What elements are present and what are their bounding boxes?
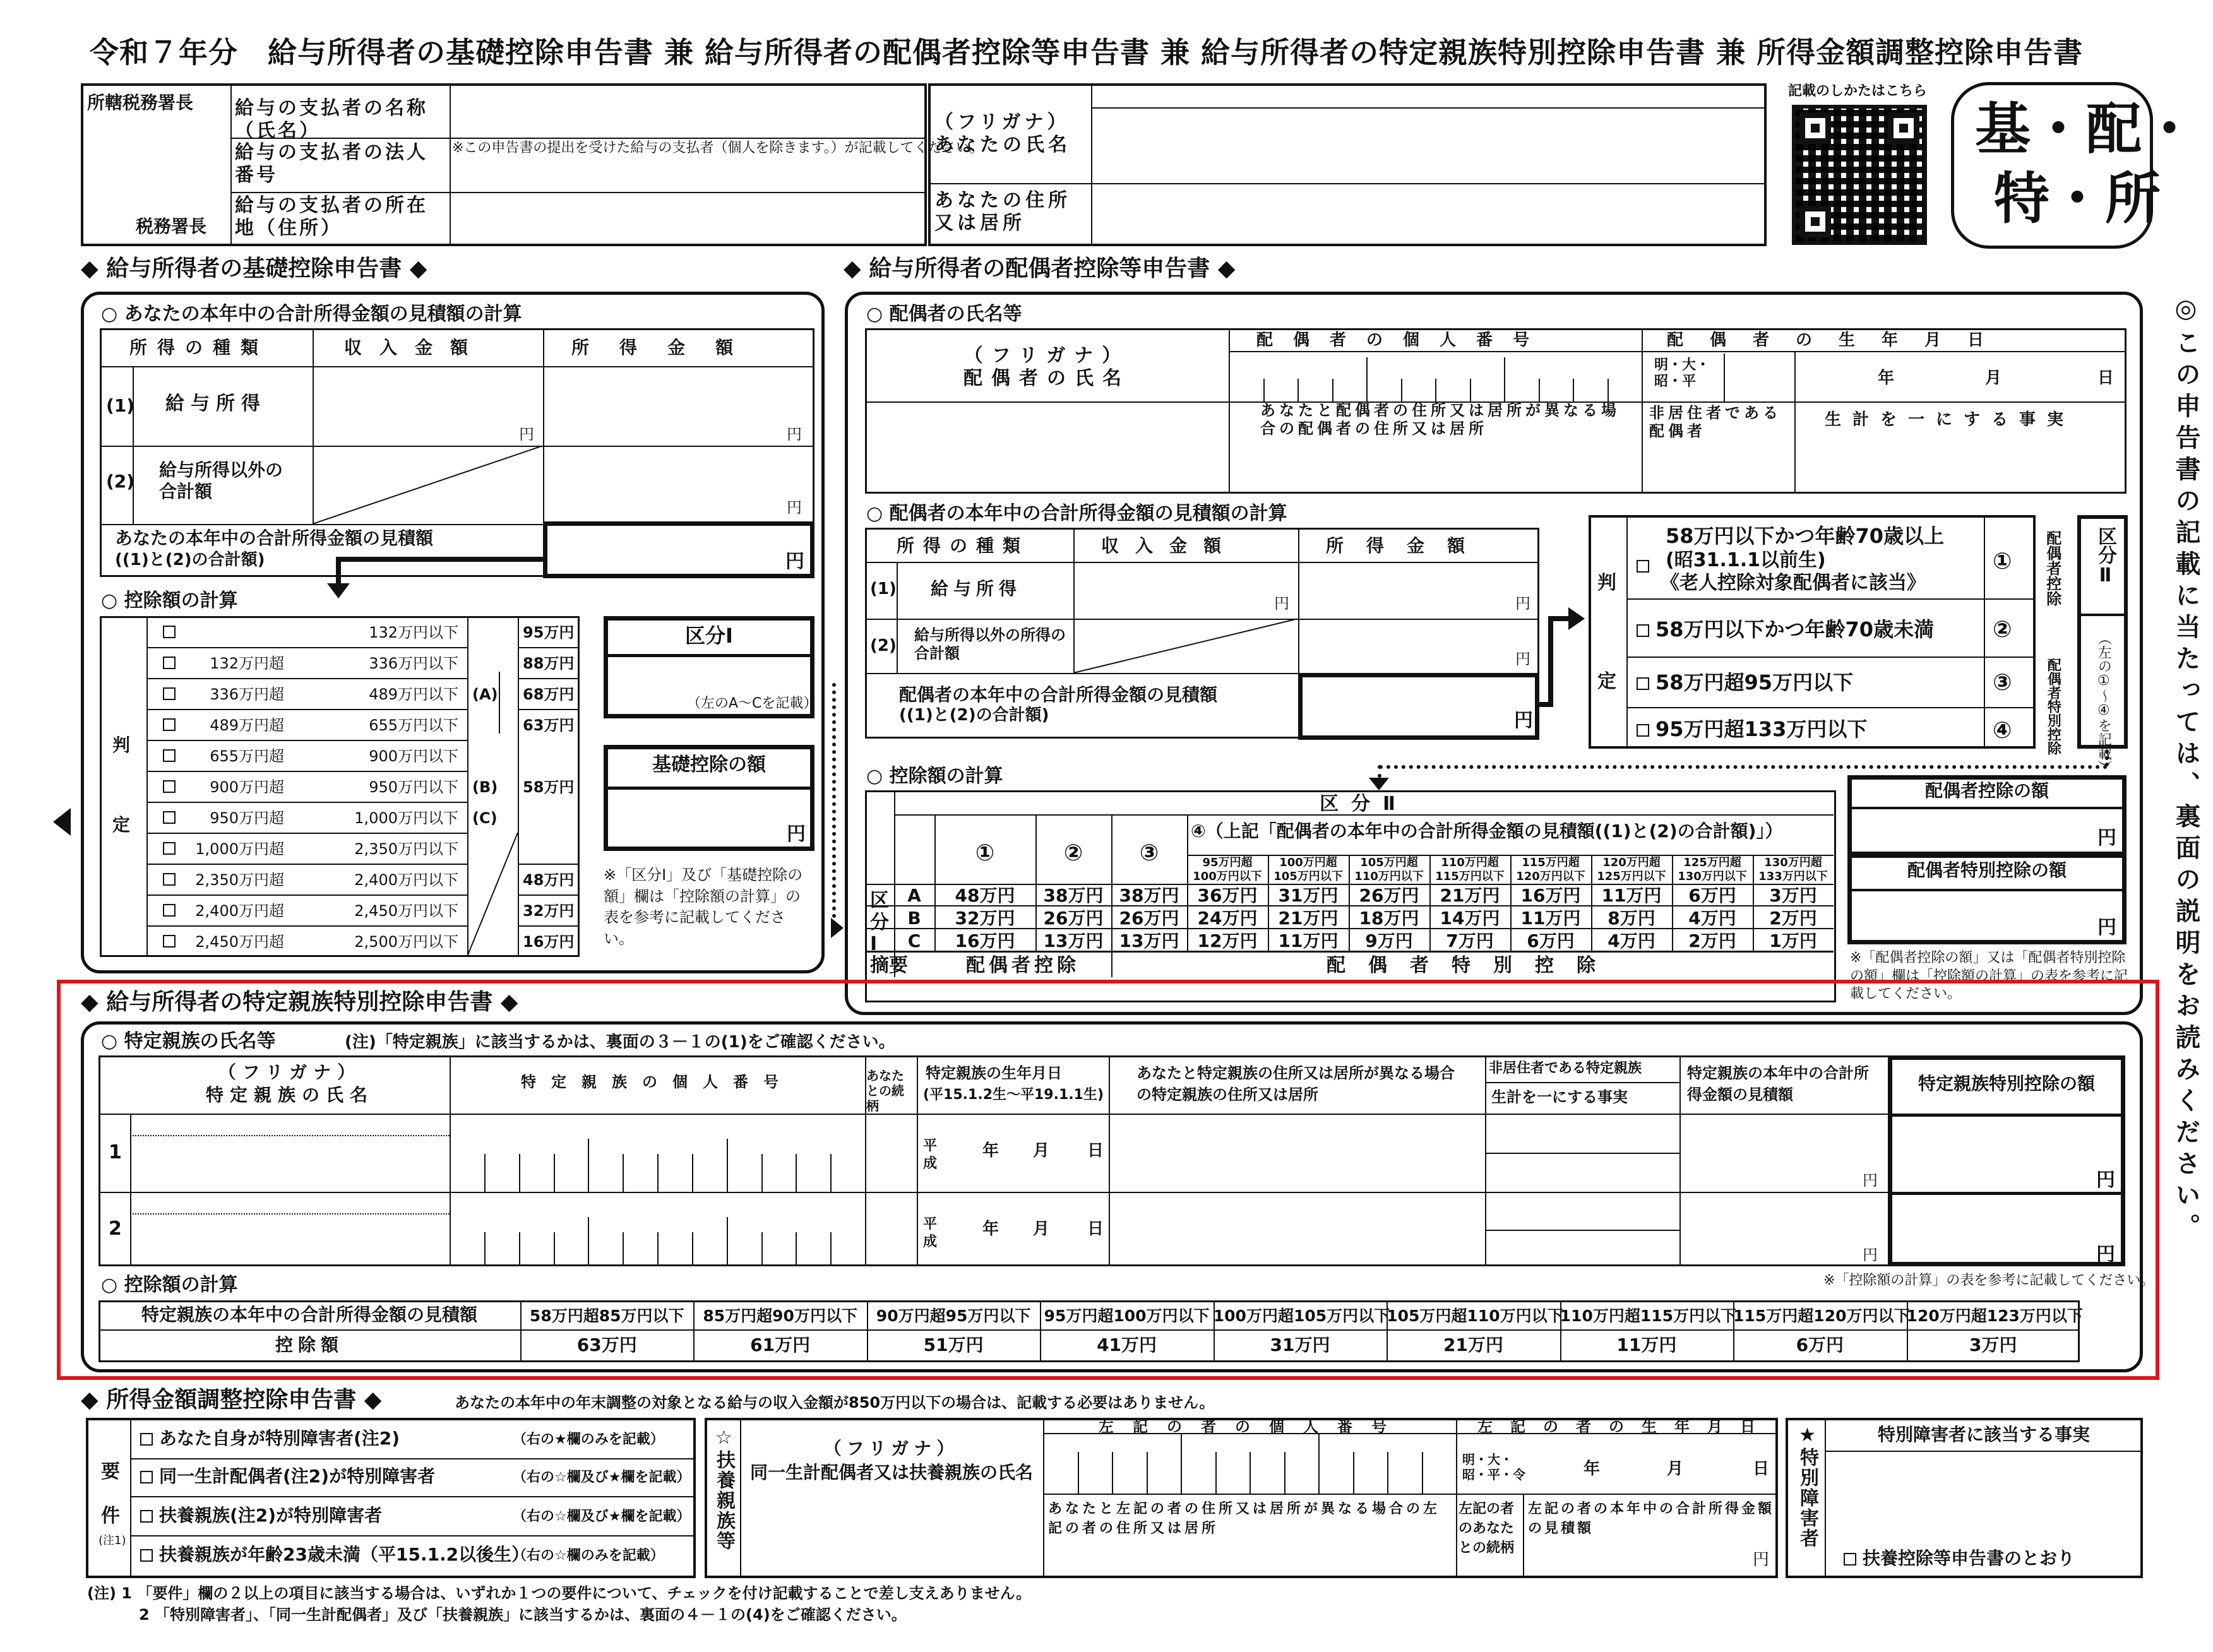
month-label: 月: [1033, 1141, 1050, 1160]
col-type: 所得の種類: [129, 337, 269, 358]
row1-label: 給与所得: [931, 578, 1022, 599]
summary-spouse: 配偶者控除: [966, 954, 1080, 977]
spouse-deduct-cell: 13万円: [1119, 930, 1179, 951]
range-to: 105万円以下: [1274, 870, 1343, 883]
specific-calc-range: 115万円超120万円以下: [1733, 1307, 1910, 1325]
row1-no: (1): [106, 395, 135, 416]
specific-mynumber-label: 特定親族の個人番号: [521, 1073, 794, 1091]
side-special: 配偶者特別控除: [2045, 658, 2061, 755]
range-to: 115万円以下: [1435, 870, 1505, 883]
adjust-income-label: 左記の者の本年中の合計所得金額の見積額: [1528, 1501, 1775, 1536]
basic-row-to: 900万円以下: [369, 747, 458, 765]
col-income: 収入金額: [344, 337, 486, 358]
spouse-deduct-amount-label: 配偶者控除の額: [1924, 780, 2049, 801]
basic-row-checkbox[interactable]: [163, 934, 182, 948]
specific-name-field[interactable]: [133, 1138, 447, 1189]
spouse-deduct-cell: 7万円: [1446, 930, 1494, 951]
adjust-star-filled: ★特別障害者: [1796, 1424, 1818, 1548]
specific-calc-amount: 61万円: [750, 1334, 811, 1355]
judge-option-1-sub2: 《老人控除対象配偶者に該当》: [1661, 572, 1926, 594]
basic-row-checkbox[interactable]: [163, 903, 182, 917]
judge-option-3[interactable]: 58万円超95万円以下: [1637, 670, 1853, 694]
basic-row-to: 2,350万円以下: [354, 840, 458, 858]
arrow-right-icon: [831, 918, 844, 938]
day-label: 日: [1087, 1220, 1104, 1239]
spouse-deduct-cell: 4万円: [1688, 908, 1736, 929]
month-label: 月: [1985, 369, 2002, 388]
row2-no: (2): [870, 636, 897, 655]
arrow-line: [336, 557, 544, 562]
your-addr-label: あなたの住所又は居所: [934, 189, 1071, 234]
day-label: 日: [1753, 1459, 1770, 1478]
payer-corp-note: ※この申告書の提出を受けた給与の支払者（個人を除きます。）が記載してください。: [452, 140, 984, 156]
payer-name-label: 給与の支払者の名称（氏名）: [235, 97, 428, 142]
specific-furigana: （フリガナ）: [218, 1062, 362, 1083]
spouse-deduct-cell: 24万円: [1197, 908, 1258, 929]
specific-calc-range: 95万円超100万円以下: [1044, 1307, 1210, 1325]
diagonal-line: [313, 446, 543, 524]
spouse-total-label-2: ((1)と(2)の合計額): [899, 706, 1049, 725]
arrow-right-icon: [1568, 607, 1585, 630]
judge-option-1-sub1: (昭31.1.1以前生): [1666, 549, 1826, 571]
yen: 円: [1515, 595, 1530, 612]
basic-row-from: 2,400万円超: [195, 902, 284, 920]
specific-calc-range: 100万円超105万円以下: [1213, 1307, 1390, 1325]
basic-row-from: 2,450万円超: [195, 933, 284, 951]
basic-heading: ◆ 給与所得者の基礎控除申告書 ◆: [81, 256, 427, 282]
basic-total-label-2: ((1)と(2)の合計額): [115, 550, 265, 569]
spouse-mynumber-label: 配偶者の個人番号: [1256, 331, 1550, 350]
side-note: ◎この申告書の記載に当たっては、裏面の説明をお読みください。: [2171, 294, 2200, 1245]
arrow-down-icon: [1369, 778, 1389, 790]
spouse-birth-label: 配偶者の生年月日: [1667, 331, 2011, 350]
payer-corp-field[interactable]: [452, 158, 922, 191]
adjust-req-note: (注1): [98, 1534, 126, 1547]
basic-deduct-label: 基礎控除の額: [652, 754, 766, 776]
spouse-deduct-cell: 4万円: [1608, 930, 1655, 951]
diagonal-line: [1073, 619, 1298, 673]
basic-row-from: 2,350万円超: [195, 871, 284, 889]
basic-row-from: 900万円超: [210, 778, 284, 796]
basic-row-checkbox[interactable]: [163, 656, 182, 669]
adjust-req-label-1: 要: [101, 1461, 120, 1483]
basic-row-to: 1,000万円以下: [354, 809, 458, 827]
basic-row-checkbox[interactable]: [163, 811, 182, 824]
specific-calc-range: 58万円超85万円以下: [529, 1307, 684, 1325]
kubun2-col-num: ②: [1063, 840, 1083, 866]
specific-calc-range: 90万円超95万円以下: [876, 1307, 1031, 1325]
side-spouse: 配偶者控除: [2043, 530, 2061, 606]
spouse-deduct-cell: 6万円: [1688, 885, 1736, 906]
adjust-heading-note: あなたの本年中の年末調整の対象となる給与の収入金額が850万円以下の場合は、記載する必要はありません。: [455, 1394, 1215, 1411]
your-name-field[interactable]: [1095, 111, 1763, 181]
form-title: 令和７年分 給与所得者の基礎控除申告書 兼 給与所得者の配偶者控除等申告書 兼 給与所得者の特定親族特別控除申告書 兼 所得金額調整控除申告書: [90, 35, 2084, 69]
basic-row-amount: 32万円: [523, 902, 575, 920]
basic-row-group: (B): [472, 778, 498, 796]
specific-name-note: (注)「特定親族」に該当するかは、裏面の３－１の(1)をご確認ください。: [345, 1033, 895, 1052]
specific-addr-field[interactable]: [1111, 1194, 1482, 1264]
tax-office-suffix: 税務署長: [136, 216, 207, 237]
range-from: 100万円超: [1279, 856, 1337, 869]
basic-row-to: 2,450万円以下: [354, 902, 458, 920]
spouse-livelihood-label: 生計を一にする事実: [1825, 410, 2075, 429]
specific-calc-amount: 63万円: [576, 1334, 637, 1355]
specific-calc-amount: 3万円: [1969, 1334, 2017, 1355]
spouse-deduct-cell: 38万円: [1043, 885, 1104, 906]
spouse-deduct-cell: 8万円: [1608, 908, 1655, 929]
basic-row-to: 489万円以下: [369, 686, 458, 703]
adjust-era-label: 明・大・昭・平・令: [1462, 1452, 1525, 1482]
spouse-deduct-cell: 11万円: [1278, 930, 1339, 951]
summary-special: 配偶者特別控除: [1327, 954, 1618, 977]
specific-calc-range: 85万円超90万円以下: [703, 1307, 857, 1325]
yen: 円: [1863, 1246, 1878, 1264]
spouse-deduct-cell: 11万円: [1520, 908, 1581, 929]
adjust-note-1: (注) 1 「要件」欄の２以上の項目に該当する場合は、いずれか１つの要件について、チェックを付け記載することで差し支えありません。: [87, 1584, 1032, 1602]
basic-row-to: 2,400万円以下: [354, 871, 458, 889]
range-to: 125万円以下: [1597, 870, 1666, 883]
adjust-mynumber-label: 左記の者の個人番号: [1099, 1418, 1405, 1435]
basic-row-group: (C): [472, 809, 498, 827]
judge-1: 判: [112, 735, 131, 756]
payer-addr-label: 給与の支払者の所在地（住所）: [235, 194, 428, 239]
specific-calc-amount: 6万円: [1796, 1334, 1844, 1355]
range-to: 110万円以下: [1354, 870, 1424, 883]
judge-option-2[interactable]: 58万円以下かつ年齢70歳未満: [1637, 617, 1934, 641]
spouse-deduct-cell: 11万円: [1601, 885, 1662, 906]
payer-corp-label: 給与の支払者の法人番号: [235, 141, 428, 186]
day-label: 日: [2097, 369, 2115, 388]
spouse-deduct-cell: 1万円: [1769, 930, 1817, 951]
basic-deduct-heading: ○ 控除額の計算: [101, 590, 238, 612]
spouse-deduct-cell: 13万円: [1043, 930, 1104, 951]
yen: 円: [787, 499, 802, 516]
range-to: 120万円以下: [1516, 870, 1585, 883]
col-income: 収入金額: [1101, 535, 1238, 556]
yen: 円: [1753, 1550, 1770, 1569]
spouse-deduct-cell: 26万円: [1359, 885, 1419, 906]
specific-row-no: 1: [109, 1141, 122, 1163]
spouse-calc-heading: ○ 配偶者の本年中の合計所得金額の見積額の計算: [866, 502, 1287, 525]
basic-calc-heading: ○ あなたの本年中の合計所得金額の見積額の計算: [101, 303, 522, 325]
basic-row-checkbox[interactable]: [163, 718, 182, 731]
yen: 円: [2097, 917, 2116, 939]
range-from: 115万円超: [1522, 856, 1580, 869]
specific-livelihood-label: 生計を一にする事実: [1491, 1088, 1628, 1106]
spouse-special-amount-label: 配偶者特別控除の額: [1907, 860, 2067, 881]
yen: 円: [785, 550, 804, 573]
yen: 円: [787, 425, 802, 443]
judge-option-4[interactable]: 95万円超133万円以下: [1637, 717, 1867, 741]
col-amount: 所得金額: [571, 337, 764, 358]
adjust-name-label: 同一生計配偶者又は扶養親族の氏名: [749, 1462, 1033, 1483]
yen: 円: [1515, 650, 1530, 668]
spouse-deduct-cell: 6万円: [1527, 930, 1575, 951]
kubun1-note: （左のA～Cを記載）: [687, 696, 818, 711]
basic-row-to: 655万円以下: [369, 716, 458, 734]
specific-nonres-label: 非居住者である特定親族: [1489, 1061, 1642, 1076]
spouse-name-field[interactable]: [868, 404, 1226, 491]
year-label: 年: [982, 1220, 999, 1239]
spouse-deduct-cell: 14万円: [1440, 908, 1500, 929]
specific-calc-amount: 21万円: [1443, 1334, 1503, 1355]
basic-row-to: 132万円以下: [369, 624, 458, 641]
spouse-deduct-cell: 3万円: [1769, 885, 1817, 906]
badge-line2: 特・所: [1994, 166, 2161, 231]
basic-row-from: 655万円超: [210, 747, 284, 765]
basic-row-amount: 68万円: [523, 686, 575, 703]
range-from: 130万円超: [1764, 856, 1822, 869]
spouse-deduct-cell: 36万円: [1197, 885, 1258, 906]
yen: 円: [2096, 1244, 2115, 1266]
spouse-heading: ◆ 給与所得者の配偶者控除等申告書 ◆: [844, 256, 1236, 282]
specific-note: ※「控除額の計算」の表を参考に記載してください。: [1823, 1273, 2155, 1288]
spouse-name-label: 配偶者の氏名: [963, 367, 1130, 389]
basic-row-amount: 88万円: [523, 655, 575, 672]
spouse-deduct-cell: 9万円: [1365, 930, 1413, 951]
specific-relation-label: あなたとの続柄: [866, 1068, 904, 1114]
range-from: 95万円超: [1202, 856, 1253, 869]
adjust-same-as[interactable]: 扶養控除等申告書のとおり: [1844, 1548, 2075, 1569]
yen: 円: [519, 425, 534, 443]
basic-row-checkbox[interactable]: [163, 780, 182, 793]
specific-name-field[interactable]: [133, 1216, 447, 1264]
adjust-star-open: ☆扶養親族等: [713, 1427, 735, 1551]
judge-option-1-text: 58万円以下かつ年齢70歳以上: [1666, 524, 1945, 548]
specific-calc-amount: 31万円: [1270, 1334, 1330, 1355]
specific-addr-field[interactable]: [1111, 1116, 1482, 1189]
spouse-deduct-cell: 16万円: [1520, 885, 1581, 906]
spouse-deduct-cell: 18万円: [1359, 908, 1419, 929]
basic-total-field[interactable]: [543, 521, 814, 578]
specific-name-label: 特定親族の氏名: [205, 1084, 374, 1105]
specific-calc-row1-label: 特定親族の本年中の合計所得金額の見積額: [141, 1304, 477, 1325]
spouse-deduct-cell: 2万円: [1688, 930, 1736, 951]
spouse-deduct-cell: 16万円: [955, 930, 1015, 951]
adjust-req-item[interactable]: 扶養親族(注2)が特別障害者: [140, 1505, 382, 1526]
judge-no-3: ③: [1993, 670, 2012, 696]
spouse-deduct-cell: 2万円: [1769, 908, 1817, 929]
qr-code[interactable]: [1792, 105, 1927, 245]
judge-2: 定: [112, 814, 131, 835]
arrow-line: [336, 557, 341, 586]
basic-row-from: 132万円超: [210, 655, 284, 672]
basic-row-checkbox[interactable]: [163, 749, 182, 762]
specific-birth-label: 特定親族の生年月日: [926, 1064, 1062, 1082]
row2-label: 給与所得以外の所得の合計額: [914, 626, 1066, 662]
specific-calc-amount: 51万円: [923, 1334, 984, 1355]
adjust-req-note: （右の☆欄及び★欄を記載）: [513, 1509, 691, 1524]
range-to: 100万円以下: [1193, 870, 1262, 883]
col-type: 所得の種類: [897, 535, 1030, 556]
kubun2-note: （左の①～④を記載）: [2096, 631, 2112, 774]
dotted-connector: [1379, 765, 2108, 769]
spouse-deduct-cell: 12万円: [1197, 930, 1258, 951]
basic-row-from: 489万円超: [210, 716, 284, 734]
judge-option-1[interactable]: [1637, 525, 1655, 548]
yen: 円: [1274, 595, 1289, 612]
spouse-deduct-heading: ○ 控除額の計算: [866, 765, 1003, 787]
month-label: 月: [1667, 1459, 1684, 1478]
specific-row-no: 2: [109, 1218, 122, 1240]
judge-2: 定: [1597, 670, 1616, 692]
spouse-deduct-cell: A: [907, 885, 921, 906]
specific-era: 平成: [923, 1138, 938, 1172]
spouse-note: ※「配偶者控除の額」又は「配偶者特別控除の額」欄は「控除額の計算」の表を参考に記載してください。: [1850, 950, 2128, 1002]
basic-row-to: 950万円以下: [369, 778, 458, 796]
basic-row-from: 336万円超: [210, 686, 284, 703]
spouse-era: 明・大・昭・平: [1654, 357, 1710, 390]
basic-row-amount: 48万円: [523, 871, 575, 889]
basic-row-amount: 16万円: [523, 933, 575, 951]
adjust-birth-label: 左記の者の生年月日: [1477, 1418, 1773, 1435]
basic-row-to: 336万円以下: [369, 655, 458, 672]
range-from: 125万円超: [1683, 856, 1741, 869]
specific-calc-amount: 41万円: [1097, 1334, 1157, 1355]
specific-calc-row2-label: 控除額: [275, 1334, 343, 1355]
badge-line1: 基・配・: [1975, 97, 2198, 162]
your-name-label: あなたの氏名: [934, 134, 1071, 156]
range-to: 130万円以下: [1678, 870, 1747, 883]
adjust-heading: ◆ 所得金額調整控除申告書 ◆: [81, 1387, 382, 1413]
spouse-addr-label: あなたと配偶者の住所又は居所が異なる場合の配偶者の住所又は居所: [1260, 401, 1620, 437]
judge-no-2: ②: [1993, 617, 2012, 643]
basic-note: ※「区分Ⅰ」及び「基礎控除の額」欄は「控除額の計算」の表を参考に記載してください。: [604, 866, 803, 948]
adjust-relation-label: 左記の者のあなたとの続柄: [1458, 1501, 1515, 1556]
yen: 円: [2096, 1169, 2115, 1191]
kubun1-label: 区分Ⅰ: [685, 624, 733, 648]
specific-birth-range: (平15.1.2生～平19.1.1生): [923, 1087, 1104, 1103]
kubun2-col-num: ③: [1139, 840, 1159, 866]
specific-calc-range: 105万円超110万円以下: [1387, 1307, 1563, 1325]
yen: 円: [1863, 1172, 1878, 1189]
left-marker-icon: [53, 808, 71, 836]
basic-row-amount: 63万円: [523, 716, 575, 734]
specific-addr-label: あなたと特定親族の住所又は居所が異なる場合の特定親族の住所又は居所: [1136, 1064, 1455, 1103]
spouse-deduct-cell: C: [907, 930, 921, 951]
your-addr-field[interactable]: [1095, 187, 1763, 244]
row1-label: 給与所得: [165, 393, 266, 415]
month-label: 月: [1033, 1220, 1050, 1239]
specific-calc-range: 120万円超123万円以下: [1906, 1307, 2083, 1325]
basic-row-checkbox[interactable]: [163, 687, 182, 700]
range-from: 105万円超: [1360, 856, 1418, 869]
year-label: 年: [1584, 1459, 1601, 1478]
yen: 円: [787, 823, 806, 845]
basic-row-from: 950万円超: [210, 809, 284, 827]
judge-1: 判: [1597, 572, 1616, 594]
year-label: 年: [982, 1141, 999, 1160]
summary-label: 摘要: [870, 954, 908, 977]
basic-row-checkbox[interactable]: [163, 841, 182, 855]
adjust-req-item[interactable]: あなた自身が特別障害者(注2): [140, 1428, 400, 1449]
payer-name-field[interactable]: [452, 86, 922, 136]
payer-addr-field[interactable]: [452, 194, 922, 244]
qr-caption: 記載のしかたはこちら: [1788, 83, 1928, 99]
adjust-disabled-fact: 特別障害者に該当する事実: [1877, 1424, 2090, 1445]
spouse-total-field[interactable]: [1298, 673, 1539, 740]
row2-label: 給与所得以外の合計額: [159, 460, 283, 502]
basic-row-checkbox[interactable]: [163, 625, 182, 638]
spouse-furigana: （フリガナ）: [963, 345, 1130, 367]
spouse-name-heading: ○ 配偶者の氏名等: [866, 303, 1022, 325]
adjust-note-2: 2 「特別障害者」、「同一生計配偶者」及び「扶養親族」に該当するかは、裏面の４－１の(4)をご確認ください。: [139, 1606, 907, 1624]
spouse-deduct-cell: 38万円: [1119, 885, 1179, 906]
day-label: 日: [1087, 1141, 1104, 1160]
basic-row-amount: 58万円: [523, 778, 575, 796]
spouse-deduct-cell: 26万円: [1119, 908, 1179, 929]
kubun2-header: 区分Ⅱ: [1320, 793, 1408, 815]
spouse-deduct-cell: 21万円: [1278, 908, 1339, 929]
adjust-furigana: （フリガナ）: [823, 1438, 960, 1459]
range-to: 133万円以下: [1758, 870, 1828, 883]
col4-header: ④（上記「配偶者の本年中の合計所得金額の見積額((1)と(2)の合計額)」）: [1191, 821, 1783, 841]
kubun2-col-num: ①: [975, 840, 995, 866]
spouse-deduct-cell: 26万円: [1043, 908, 1104, 929]
furigana-label: （フリガナ）: [934, 111, 1070, 133]
spouse-nonres-label: 非居住者である配偶者: [1649, 404, 1782, 440]
spouse-deduct-cell: 48万円: [955, 885, 1015, 906]
spouse-deduct-cell: 21万円: [1440, 885, 1500, 906]
row1-no: (1): [870, 579, 897, 598]
specific-deduct-label: 特定親族特別控除の額: [1918, 1073, 2095, 1094]
specific-calc-heading: ○ 控除額の計算: [101, 1274, 238, 1296]
specific-calc-amount: 11万円: [1616, 1334, 1677, 1355]
specific-calc-range: 110万円超115万円以下: [1560, 1307, 1737, 1325]
adjust-req-note: （右の☆欄のみを記載）: [513, 1548, 664, 1564]
specific-name-heading: ○ 特定親族の氏名等: [101, 1030, 276, 1052]
arrow-down-icon: [327, 583, 350, 598]
spouse-deduct-cell: 32万円: [955, 908, 1015, 929]
yen: 円: [1514, 710, 1533, 732]
spouse-deduct-cell: 31万円: [1278, 885, 1339, 906]
basic-row-checkbox[interactable]: [163, 872, 182, 886]
judge-no-4: ④: [1993, 718, 2012, 744]
specific-heading: ◆ 給与所得者の特定親族特別控除申告書 ◆: [81, 989, 518, 1015]
adjust-req-item[interactable]: 扶養親族が年齢23歳未満（平15.1.2以後生）: [140, 1544, 529, 1566]
adjust-req-note: （右の☆欄及び★欄を記載）: [513, 1470, 691, 1485]
year-label: 年: [1878, 369, 1895, 388]
yen: 円: [2097, 827, 2116, 849]
kubun2-label: 区分Ⅱ: [2094, 526, 2116, 586]
range-from: 110万円超: [1441, 856, 1499, 869]
specific-era: 平成: [923, 1216, 938, 1250]
specific-income-label: 特定親族の本年中の合計所得金額の見積額: [1687, 1064, 1869, 1103]
spouse-addr-field[interactable]: [1231, 448, 1639, 491]
tax-office-label: 所轄税務署長: [87, 92, 194, 113]
col-amount: 所得金額: [1326, 535, 1488, 556]
judge-no-1: ①: [1993, 549, 2012, 574]
basic-total-label-1: あなたの本年中の合計所得金額の見積額: [115, 528, 434, 549]
adjust-req-note: （右の★欄のみを記載）: [513, 1432, 664, 1447]
range-from: 120万円超: [1602, 856, 1661, 869]
adjust-req-label-2: 件: [101, 1505, 120, 1527]
diagonal-line: [467, 833, 518, 956]
basic-row-to: 2,500万円以下: [354, 933, 458, 951]
basic-row-group: (A): [472, 686, 498, 703]
adjust-req-item[interactable]: 同一生計配偶者(注2)が特別障害者: [140, 1466, 435, 1487]
spouse-total-label-1: 配偶者の本年中の合計所得金額の見積額: [899, 684, 1218, 705]
adjust-addr-label: あなたと左記の者の住所又は居所が異なる場合の左記の者の住所又は居所: [1048, 1501, 1441, 1536]
kubun1-side: 区分Ⅰ: [870, 889, 889, 955]
basic-row-amount: 95万円: [523, 624, 575, 641]
spouse-deduct-cell: B: [907, 908, 921, 929]
row2-no: (2): [106, 471, 135, 492]
basic-row-from: 1,000万円超: [195, 840, 284, 858]
dotted-connector: [832, 683, 836, 925]
